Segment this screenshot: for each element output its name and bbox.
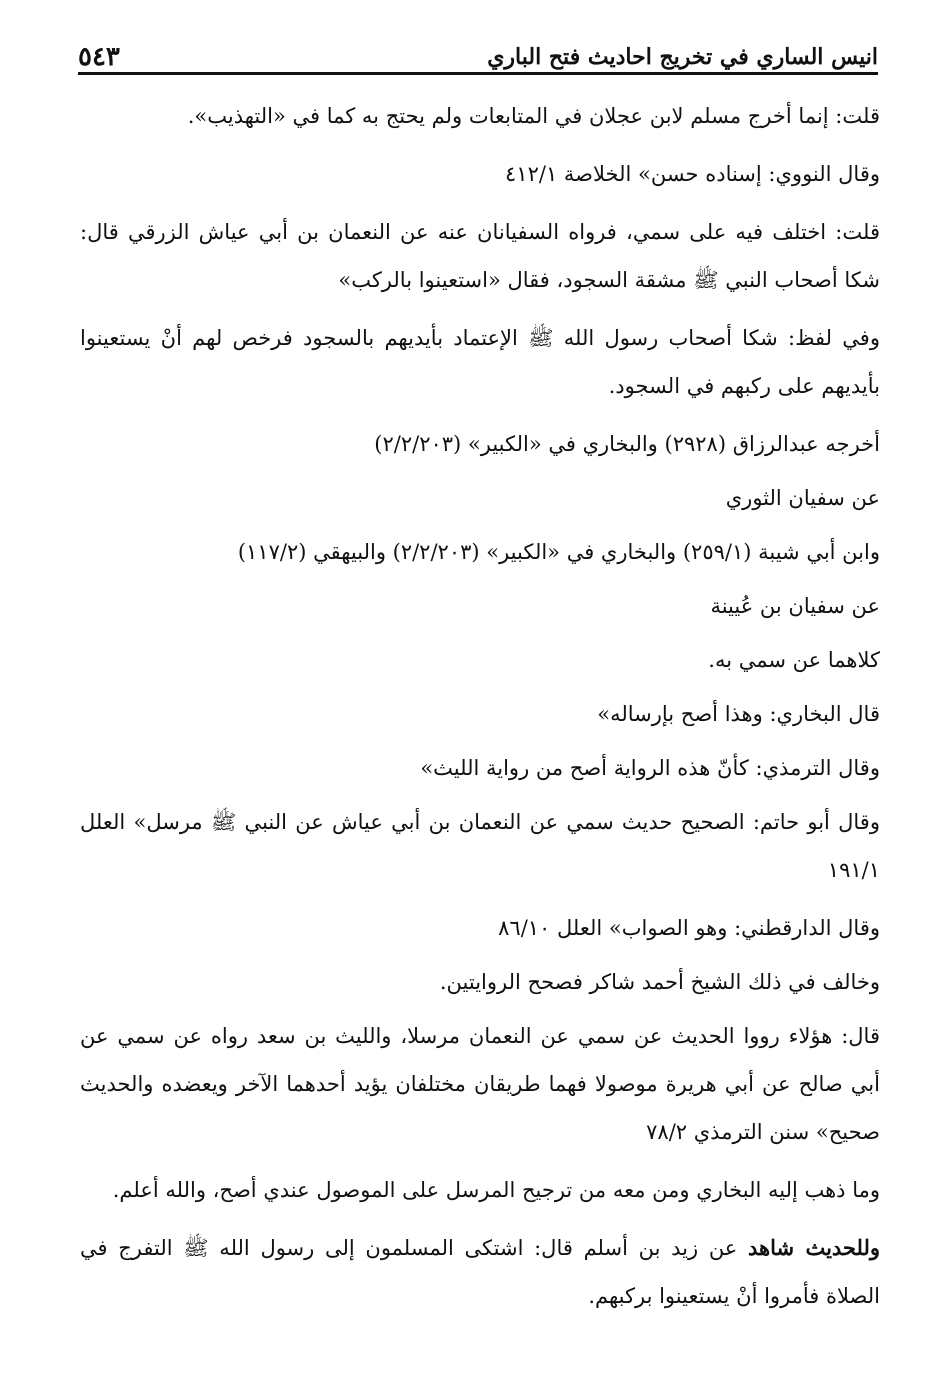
paragraph: وفي لفظ: شكا أصحاب رسول الله ﷺ الإعتماد بأيديهم بالسجود فرخص لهم أنْ يستعينوا بأيديهم على ركبهم في السجود. [80,326,880,398]
paragraph: عن سفيان بن عُيينة [710,594,880,618]
paragraph: كلاهما عن سمي به. [708,648,880,672]
paragraph: قلت: اختلف فيه على سمي، فرواه السفيانان عنه عن النعمان بن أبي عياش الزرقي قال: شكا أصحاب النبي ﷺ مشقة السجود، فقال «استعينوا بالركب» [80,220,880,292]
paragraph: قال: هؤلاء رووا الحديث عن سمي عن النعمان مرسلا، والليث بن سعد رواه عن سمي عن أبي صالح عن أبي هريرة موصولا فهما طريقان مختلفان يؤيد أحدهما الآخر ويعضده والحديث صحيح» سنن الترمذي ٧٨/٢ [80,1024,880,1144]
paragraph: وقال أبو حاتم: الصحيح حديث سمي عن النعمان بن أبي عياش عن النبي ﷺ مرسل» العلل ١٩١/١ [80,810,880,882]
final-paragraph [80,1224,880,1320]
page-number: ٥٤٣ [78,42,120,72]
paragraph: قال البخاري: وهذا أصح بإرساله» [597,702,880,726]
paragraph: وابن أبي شيبة (٢٥٩/١) والبخاري في «الكبير» (٢/٢/٢٠٣) والبيهقي (١١٧/٢) [237,540,880,564]
paragraph: عن سفيان الثوري [725,486,880,510]
paragraph: وقال الترمذي: كأنّ هذه الرواية أصح من رواية الليث» [420,756,880,780]
paragraph: قلت: إنما أخرج مسلم لابن عجلان في المتابعات ولم يحتج به كما في «التهذيب». [187,104,880,128]
paragraph: وما ذهب إليه البخاري ومن معه من ترجيح المرسل على الموصول عندي أصح، والله أعلم. [112,1178,880,1202]
page-header [78,32,878,75]
book-title: انيس الساري في تخريج احاديث فتح الباري [487,44,878,70]
paragraph: وقال الدارقطني: وهو الصواب» العلل ٨٦/١٠ [498,916,880,940]
paragraph: وقال النووي: إسناده حسن» الخلاصة ٤١٢/١ [505,162,880,186]
paragraph: وخالف في ذلك الشيخ أحمد شاكر فصحح الروايتين. [439,970,880,994]
paragraph: أخرجه عبدالرزاق (٢٩٢٨) والبخاري في «الكبير» (٢/٢/٢٠٣) [374,432,880,456]
page-body [80,92,880,1330]
bold-lead: وللحديث شاهد [748,1235,880,1260]
final-paragraph-text: عن زيد بن أسلم قال: اشتكى المسلمون إلى رسول الله ﷺ التفرج في الصلاة فأمروا أنْ يستعينوا بركبهم. [80,1236,880,1308]
